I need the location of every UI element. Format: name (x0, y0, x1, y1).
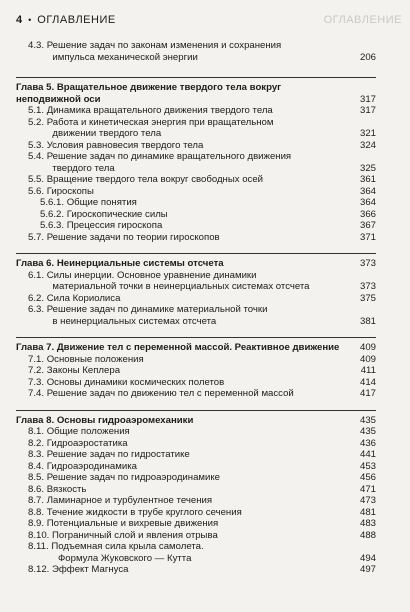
section-number: 6.3. (28, 304, 45, 315)
section-page-number: 417 (359, 388, 376, 399)
chapter-title-line: Глава 7. Движение тел с переменной массой. Реактивное движение (16, 342, 340, 353)
section-page-number: 483 (359, 518, 376, 529)
section-page-number: 456 (359, 472, 376, 483)
section-page-number: 494 (359, 552, 376, 564)
bleed-through-title: ОГЛАВЛЕНИЕ (323, 14, 402, 26)
section-title-line: движении твердого тела (52, 128, 162, 139)
section-title-line: материальной точки в неинерциальных системах отсчета (52, 281, 310, 292)
section-title-line: Пограничный слой и явления отрыва (52, 529, 218, 541)
section-number: 8.9. (28, 518, 45, 529)
section-number: 8.10. (28, 529, 50, 541)
toc-entry[interactable] (16, 354, 376, 366)
toc-entry[interactable] (16, 40, 376, 63)
section-title-line: Потенциальные и вихревые движения (46, 518, 219, 529)
section-page-number: 497 (359, 564, 376, 575)
section-page-number: 364 (359, 185, 376, 197)
section-title-line: Условия равновесия твердого тела (46, 139, 204, 151)
section-title-line: Решение задач по гидроаэродинамике (46, 472, 221, 483)
section-title-line: Общие положения (46, 426, 130, 437)
section-number: 8.12. (28, 564, 50, 575)
toc-entry[interactable] (16, 105, 376, 117)
section-page-number: 361 (359, 174, 376, 185)
section-title-line: Законы Кеплера (46, 365, 121, 376)
section-page-number: 473 (359, 495, 376, 506)
toc-entry[interactable] (16, 438, 376, 450)
section-page-number: 414 (359, 376, 376, 388)
section-number: 5.2. (28, 116, 45, 128)
section-page-number: 471 (359, 483, 376, 495)
section-title-line: Решение задачи по теории гироскопов (46, 231, 220, 243)
section-number: 6.2. (28, 292, 45, 304)
section-page-number: 436 (359, 437, 376, 449)
section-number: 8.6. (28, 483, 45, 495)
section-page-number: 435 (359, 426, 376, 437)
section-title-line: импульса механической энергии (52, 51, 198, 63)
section-title-line: Решение задач по динамике вращательного движения (46, 151, 292, 162)
toc-entry[interactable] (16, 530, 376, 542)
section-number: 8.1. (28, 426, 45, 437)
chapter-title-line: Глава 8. Основы гидроаэромеханики (16, 414, 194, 426)
chapter-title-line: Глава 5. Вращательное движение твердого тела вокруг (16, 82, 282, 93)
chapter-heading[interactable] (16, 78, 376, 105)
section-number: 7.1. (28, 353, 45, 365)
section-page-number: 375 (359, 292, 376, 304)
section-title-line: Гидроаэродинамика (46, 460, 137, 472)
section-number: 5.6.2. (40, 208, 65, 220)
section-title-line: Решение задач по законам изменения и сохранения (46, 40, 282, 51)
toc-entry[interactable] (16, 495, 376, 507)
section-page-number: 206 (359, 51, 376, 63)
toc-entry[interactable] (16, 518, 376, 530)
section-title-line: Гироскопы (46, 185, 94, 197)
section-page-number: 371 (359, 231, 376, 243)
chapter-heading[interactable] (16, 338, 376, 354)
toc-entry[interactable] (16, 197, 376, 209)
toc-entry[interactable] (16, 209, 376, 221)
toc-entry[interactable] (16, 484, 376, 496)
toc-entry[interactable] (16, 365, 376, 377)
section-page-number: 317 (359, 105, 376, 116)
section-number: 5.3. (28, 139, 45, 151)
section-number: 7.2. (28, 365, 45, 376)
section-number: 5.7. (28, 231, 45, 243)
chapter-title-line: неподвижной оси (16, 93, 101, 105)
section-page-number: 411 (360, 365, 376, 376)
toc-entry[interactable] (16, 140, 376, 152)
section-title-line: Прецессия гироскопа (66, 220, 163, 231)
section-number: 5.6.3. (40, 220, 65, 231)
toc-entry[interactable] (16, 449, 376, 461)
section-page-number: 409 (359, 353, 376, 365)
toc-entry[interactable] (16, 472, 376, 484)
section-title-line: Решение задач по движению тел с переменной массой (46, 388, 294, 399)
section-number: 8.2. (28, 437, 45, 449)
section-title-line: Течение жидкости в трубе круглого сечения (46, 506, 242, 518)
section-title-line: Гидроаэростатика (46, 437, 128, 449)
running-title: ОГЛАВЛЕНИЕ (37, 14, 116, 26)
section-page-number: 324 (359, 139, 376, 151)
chapter-page-number: 435 (359, 414, 376, 426)
section-number: 5.5. (28, 174, 45, 185)
section-page-number: 364 (359, 197, 376, 208)
section-page-number: 366 (359, 208, 376, 220)
toc-entry[interactable] (16, 293, 376, 305)
section-title-line: Формула Жуковского — Кутта (58, 552, 192, 564)
chapter-page-number: 409 (359, 342, 376, 353)
section-page-number: 481 (359, 506, 376, 518)
section-page-number: 381 (359, 315, 376, 327)
section-title-line: Решение задач по динамике материальной точки (46, 304, 268, 315)
section-number: 8.7. (28, 495, 45, 506)
section-title-line: Силы инерции. Основное уравнение динамики (46, 269, 257, 281)
toc-entry[interactable] (16, 388, 376, 400)
toc-block (16, 410, 376, 576)
toc-entry[interactable] (16, 174, 376, 186)
toc-entry[interactable] (16, 377, 376, 389)
section-title-line: в неинерциальных системах отсчета (52, 315, 217, 327)
toc-block (16, 40, 376, 63)
section-page-number: 441 (359, 449, 376, 460)
section-number: 5.6. (28, 185, 45, 197)
section-title-line: Эффект Магнуса (52, 564, 129, 575)
section-number: 7.3. (28, 376, 45, 388)
section-number: 5.1. (28, 105, 45, 116)
section-title-line: Вращение твердого тела вокруг свободных осей (46, 174, 264, 185)
chapter-page-number: 373 (359, 258, 376, 269)
section-page-number: 325 (359, 162, 376, 174)
section-title-line: Вязкость (46, 483, 87, 495)
section-number: 4.3. (28, 40, 45, 51)
section-title-line: Гироскопические силы (66, 208, 168, 220)
toc-entry[interactable] (16, 220, 376, 232)
section-title-line: Основы динамики космических полетов (46, 376, 225, 388)
section-page-number: 488 (359, 529, 376, 541)
section-page-number: 321 (359, 128, 376, 139)
toc-entry[interactable] (16, 117, 376, 140)
section-title-line: Работа и кинетическая энергия при вращательном (46, 116, 274, 128)
table-of-contents (16, 40, 376, 586)
chapter-heading[interactable] (16, 254, 376, 270)
section-number: 8.11. (28, 541, 49, 552)
toc-block (16, 77, 376, 243)
section-number: 6.1. (28, 269, 45, 281)
section-number: 8.8. (28, 506, 45, 518)
toc-entry[interactable] (16, 541, 376, 564)
section-title-line: Общие понятия (66, 197, 137, 208)
toc-entry[interactable] (16, 426, 376, 438)
section-number: 5.6.1. (40, 197, 65, 208)
section-page-number: 367 (359, 220, 376, 231)
chapter-page-number: 317 (359, 93, 376, 105)
toc-block (16, 253, 376, 327)
section-number: 8.3. (28, 449, 45, 460)
toc-entry[interactable] (16, 151, 376, 174)
toc-entry[interactable] (16, 270, 376, 293)
section-number: 7.4. (28, 388, 45, 399)
section-title-line: Решение задач по гидростатике (46, 449, 190, 460)
page-number: 4 (16, 14, 23, 26)
section-title-line: Подъемная сила крыла самолета. (51, 541, 204, 552)
toc-block (16, 337, 376, 400)
toc-entry[interactable] (16, 461, 376, 473)
section-number: 5.4. (28, 151, 45, 162)
toc-entry[interactable] (16, 186, 376, 198)
chapter-heading[interactable] (16, 411, 376, 427)
section-title-line: твердого тела (52, 162, 115, 174)
toc-entry[interactable] (16, 304, 376, 327)
section-page-number: 453 (359, 460, 376, 472)
section-number: 8.4. (28, 460, 45, 472)
section-page-number: 373 (359, 281, 376, 292)
page-header (16, 12, 116, 28)
section-title-line: Сила Кориолиса (46, 292, 121, 304)
bullet-icon: • (28, 15, 32, 25)
section-title-line: Ламинарное и турбулентное течения (46, 495, 213, 506)
toc-entry[interactable] (16, 564, 376, 576)
section-title-line: Основные положения (46, 353, 144, 365)
chapter-title-line: Глава 6. Неинерциальные системы отсчета (16, 258, 224, 269)
section-title-line: Динамика вращательного движения твердого тела (46, 105, 273, 116)
toc-entry[interactable] (16, 232, 376, 244)
toc-entry[interactable] (16, 507, 376, 519)
section-number: 8.5. (28, 472, 45, 483)
